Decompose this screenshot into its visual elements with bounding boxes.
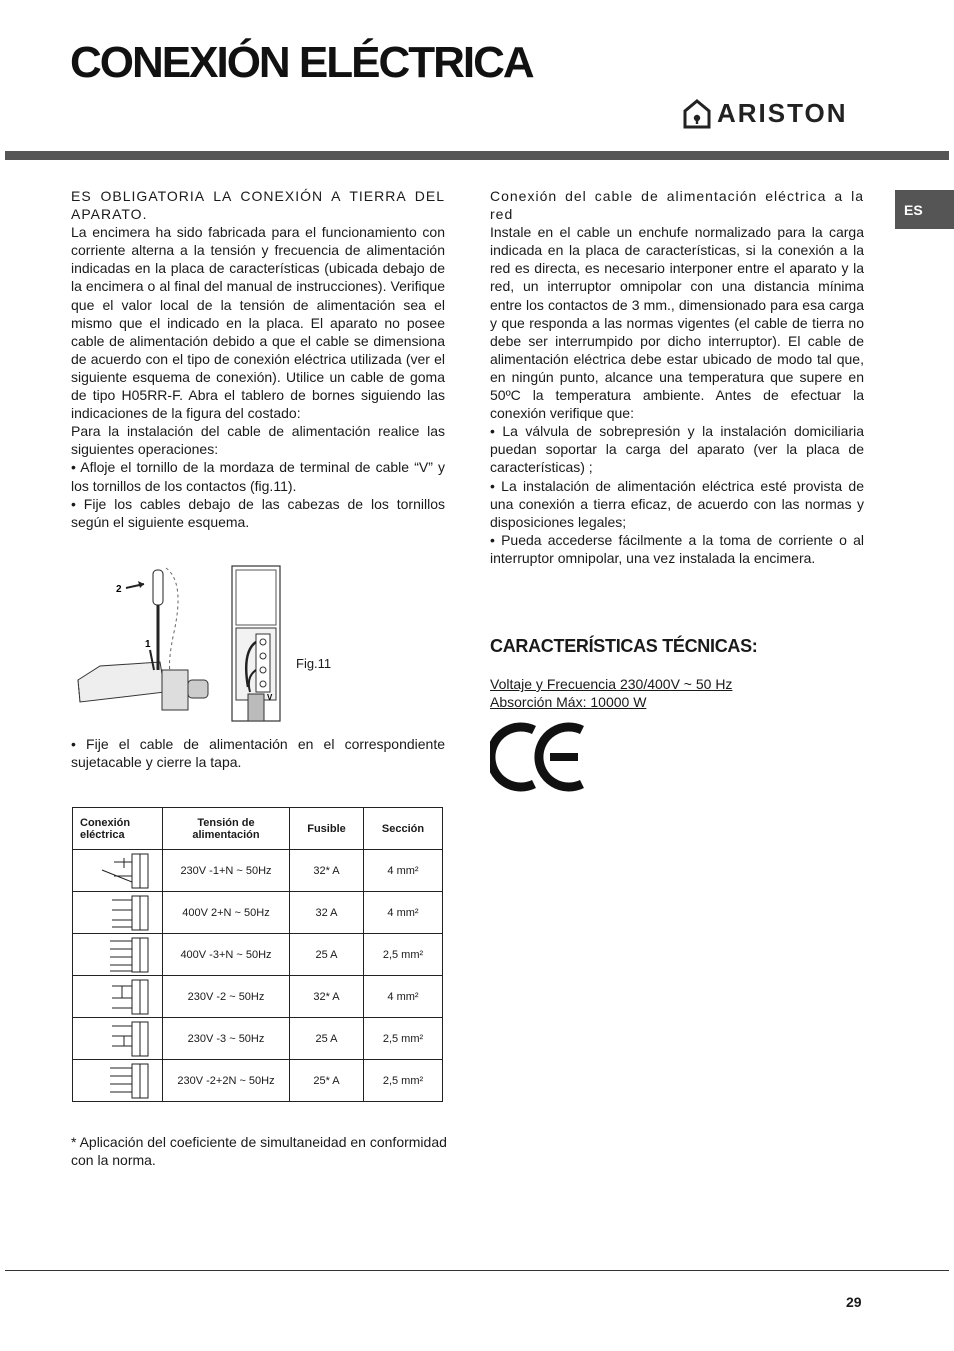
- header-fuse: Fusible: [290, 808, 364, 850]
- table-header-row: [73, 808, 443, 850]
- table-row: [73, 976, 443, 1018]
- house-icon: [683, 99, 711, 129]
- operations-intro: Para la instalación del cable de alimentación realice las siguientes operaciones:: [71, 423, 445, 458]
- language-tab: ES: [895, 190, 954, 229]
- voltage-cell: 400V -3+N ~ 50Hz: [163, 934, 290, 976]
- right-column: [490, 187, 864, 567]
- brand-logo: [683, 98, 848, 129]
- terminal-board-illustration: [70, 562, 350, 727]
- grounding-warning: ES OBLIGATORIA LA CONEXIÓN A TIERRA DEL APARATO.: [71, 188, 445, 223]
- voltage-frequency-spec: Voltaje y Frecuencia 230/400V ~ 50 Hz: [490, 676, 733, 692]
- table-row: [73, 1018, 443, 1060]
- wiring-diagram: [73, 892, 163, 934]
- voltage-cell: 230V -3 ~ 50Hz: [163, 1018, 290, 1060]
- section-cell: 2,5 mm²: [364, 934, 443, 976]
- wiring-diagram: [73, 1060, 163, 1102]
- figure-caption: Fig.11: [296, 656, 332, 671]
- wiring-diagram: [73, 976, 163, 1018]
- ce-mark-icon: [490, 722, 586, 792]
- fuse-cell: 32* A: [290, 850, 364, 892]
- intro-paragraph: La encimera ha sido fabricada para el funcionamiento con corriente alterna a la tensión y frecuencia de alimentación indicadas en la placa de características (ubicada debajo de la encimera o al final del manual de instrucciones). Verifique que el valor local de la tensión de alimentación sea el mismo que el indicado en la placa. El aparato no posee cable de alimentación debido a que el cable se dimensiona de acuerdo con el tipo de conexión eléctrica utilizada (ver el siguiente esquema de conexión). Utilice un cable de goma de tipo H05RR-F. Abra el tablero de bornes siguiendo las indicaciones de la figura del costado:: [71, 224, 445, 422]
- section-cell: 2,5 mm²: [364, 1018, 443, 1060]
- brand-name: ARISTON: [717, 98, 848, 128]
- section-cell: 4 mm²: [364, 976, 443, 1018]
- check-valve: • La válvula de sobrepresión y la instalación domiciliaria puedan soportar la carga del aparato (ver la placa de características) ;: [490, 423, 864, 476]
- fuse-cell: 25* A: [290, 1060, 364, 1102]
- header-divider: [5, 151, 949, 160]
- check-access: • Pueda accederse fácilmente a la toma de corriente o al interruptor omnipolar, una vez instalada la encimera.: [490, 531, 864, 566]
- step-fix-cables: • Fije los cables debajo de las cabezas de los tornillos según el siguiente esquema.: [71, 495, 445, 530]
- callout-2: 2: [116, 584, 122, 595]
- section-cell: 4 mm²: [364, 850, 443, 892]
- callout-1: 1: [145, 639, 151, 650]
- fuse-cell: 25 A: [290, 934, 364, 976]
- wiring-diagram: [73, 934, 163, 976]
- mains-connection-paragraph: Instale en el cable un enchufe normalizado para la carga indicada en la placa de características, si la conexión a la red es directa, es necesario interponer entre el aparato y la red, un interruptor omnipolar con una distancia mínima entre los contactos de 3 mm., dimensionado para esa carga y que responda a las normas vigentes (el cable de tierra no debe ser interrumpido por dicho interruptor). El cable de alimentación eléctrica debe estar ubicado de modo tal que, en ningún punto, alcance una temperatura que supere en 50ºC la temperatura ambiente. Antes de efectuar la conexión verifique que:: [490, 224, 864, 422]
- check-grounding: • La instalación de alimentación eléctrica esté provista de una conexión a tierra eficaz, de acuerdo con las normas y disposiciones legales;: [490, 477, 864, 530]
- header-voltage: Tensión de alimentación: [163, 808, 290, 850]
- step-loosen-screw: • Afloje el tornillo de la mordaza de terminal de cable “V” y los tornillos de los contactos (fig.11).: [71, 459, 445, 494]
- voltage-cell: 230V -2+2N ~ 50Hz: [163, 1060, 290, 1102]
- fuse-cell: 25 A: [290, 1018, 364, 1060]
- connection-table: [72, 807, 443, 1102]
- table-row: [73, 934, 443, 976]
- fuse-cell: 32* A: [290, 976, 364, 1018]
- section-cell: 2,5 mm²: [364, 1060, 443, 1102]
- terminal-label-v: V: [267, 693, 273, 702]
- page-title: CONEXIÓN ELÉCTRICA: [70, 38, 533, 87]
- voltage-cell: 230V -1+N ~ 50Hz: [163, 850, 290, 892]
- table-row: [73, 1060, 443, 1102]
- table-row: [73, 850, 443, 892]
- voltage-cell: 400V 2+N ~ 50Hz: [163, 892, 290, 934]
- tech-specs-heading: CARACTERÍSTICAS TÉCNICAS:: [490, 636, 758, 656]
- max-power-spec: Absorción Máx: 10000 W: [490, 694, 647, 710]
- voltage-cell: 230V -2 ~ 50Hz: [163, 976, 290, 1018]
- footer-divider: [5, 1270, 949, 1271]
- section-cell: 4 mm²: [364, 892, 443, 934]
- fuse-cell: 32 A: [290, 892, 364, 934]
- step-fix-cable-clamp: • Fije el cable de alimentación en el correspondiente sujetacable y cierre la tapa.: [71, 736, 445, 771]
- terminal-board-figure: [70, 562, 350, 727]
- table-footnote: * Aplicación del coeficiente de simultaneidad en conformidad con la norma.: [71, 1134, 447, 1169]
- page-number: 29: [846, 1294, 862, 1310]
- wiring-diagram: [73, 1018, 163, 1060]
- header-section: Sección: [364, 808, 443, 850]
- wiring-diagram: [73, 850, 163, 892]
- mains-connection-heading: Conexión del cable de alimentación eléctrica a la red: [490, 188, 864, 223]
- table-row: [73, 892, 443, 934]
- left-column: [71, 187, 445, 531]
- header-connection: Conexión eléctrica: [73, 808, 163, 850]
